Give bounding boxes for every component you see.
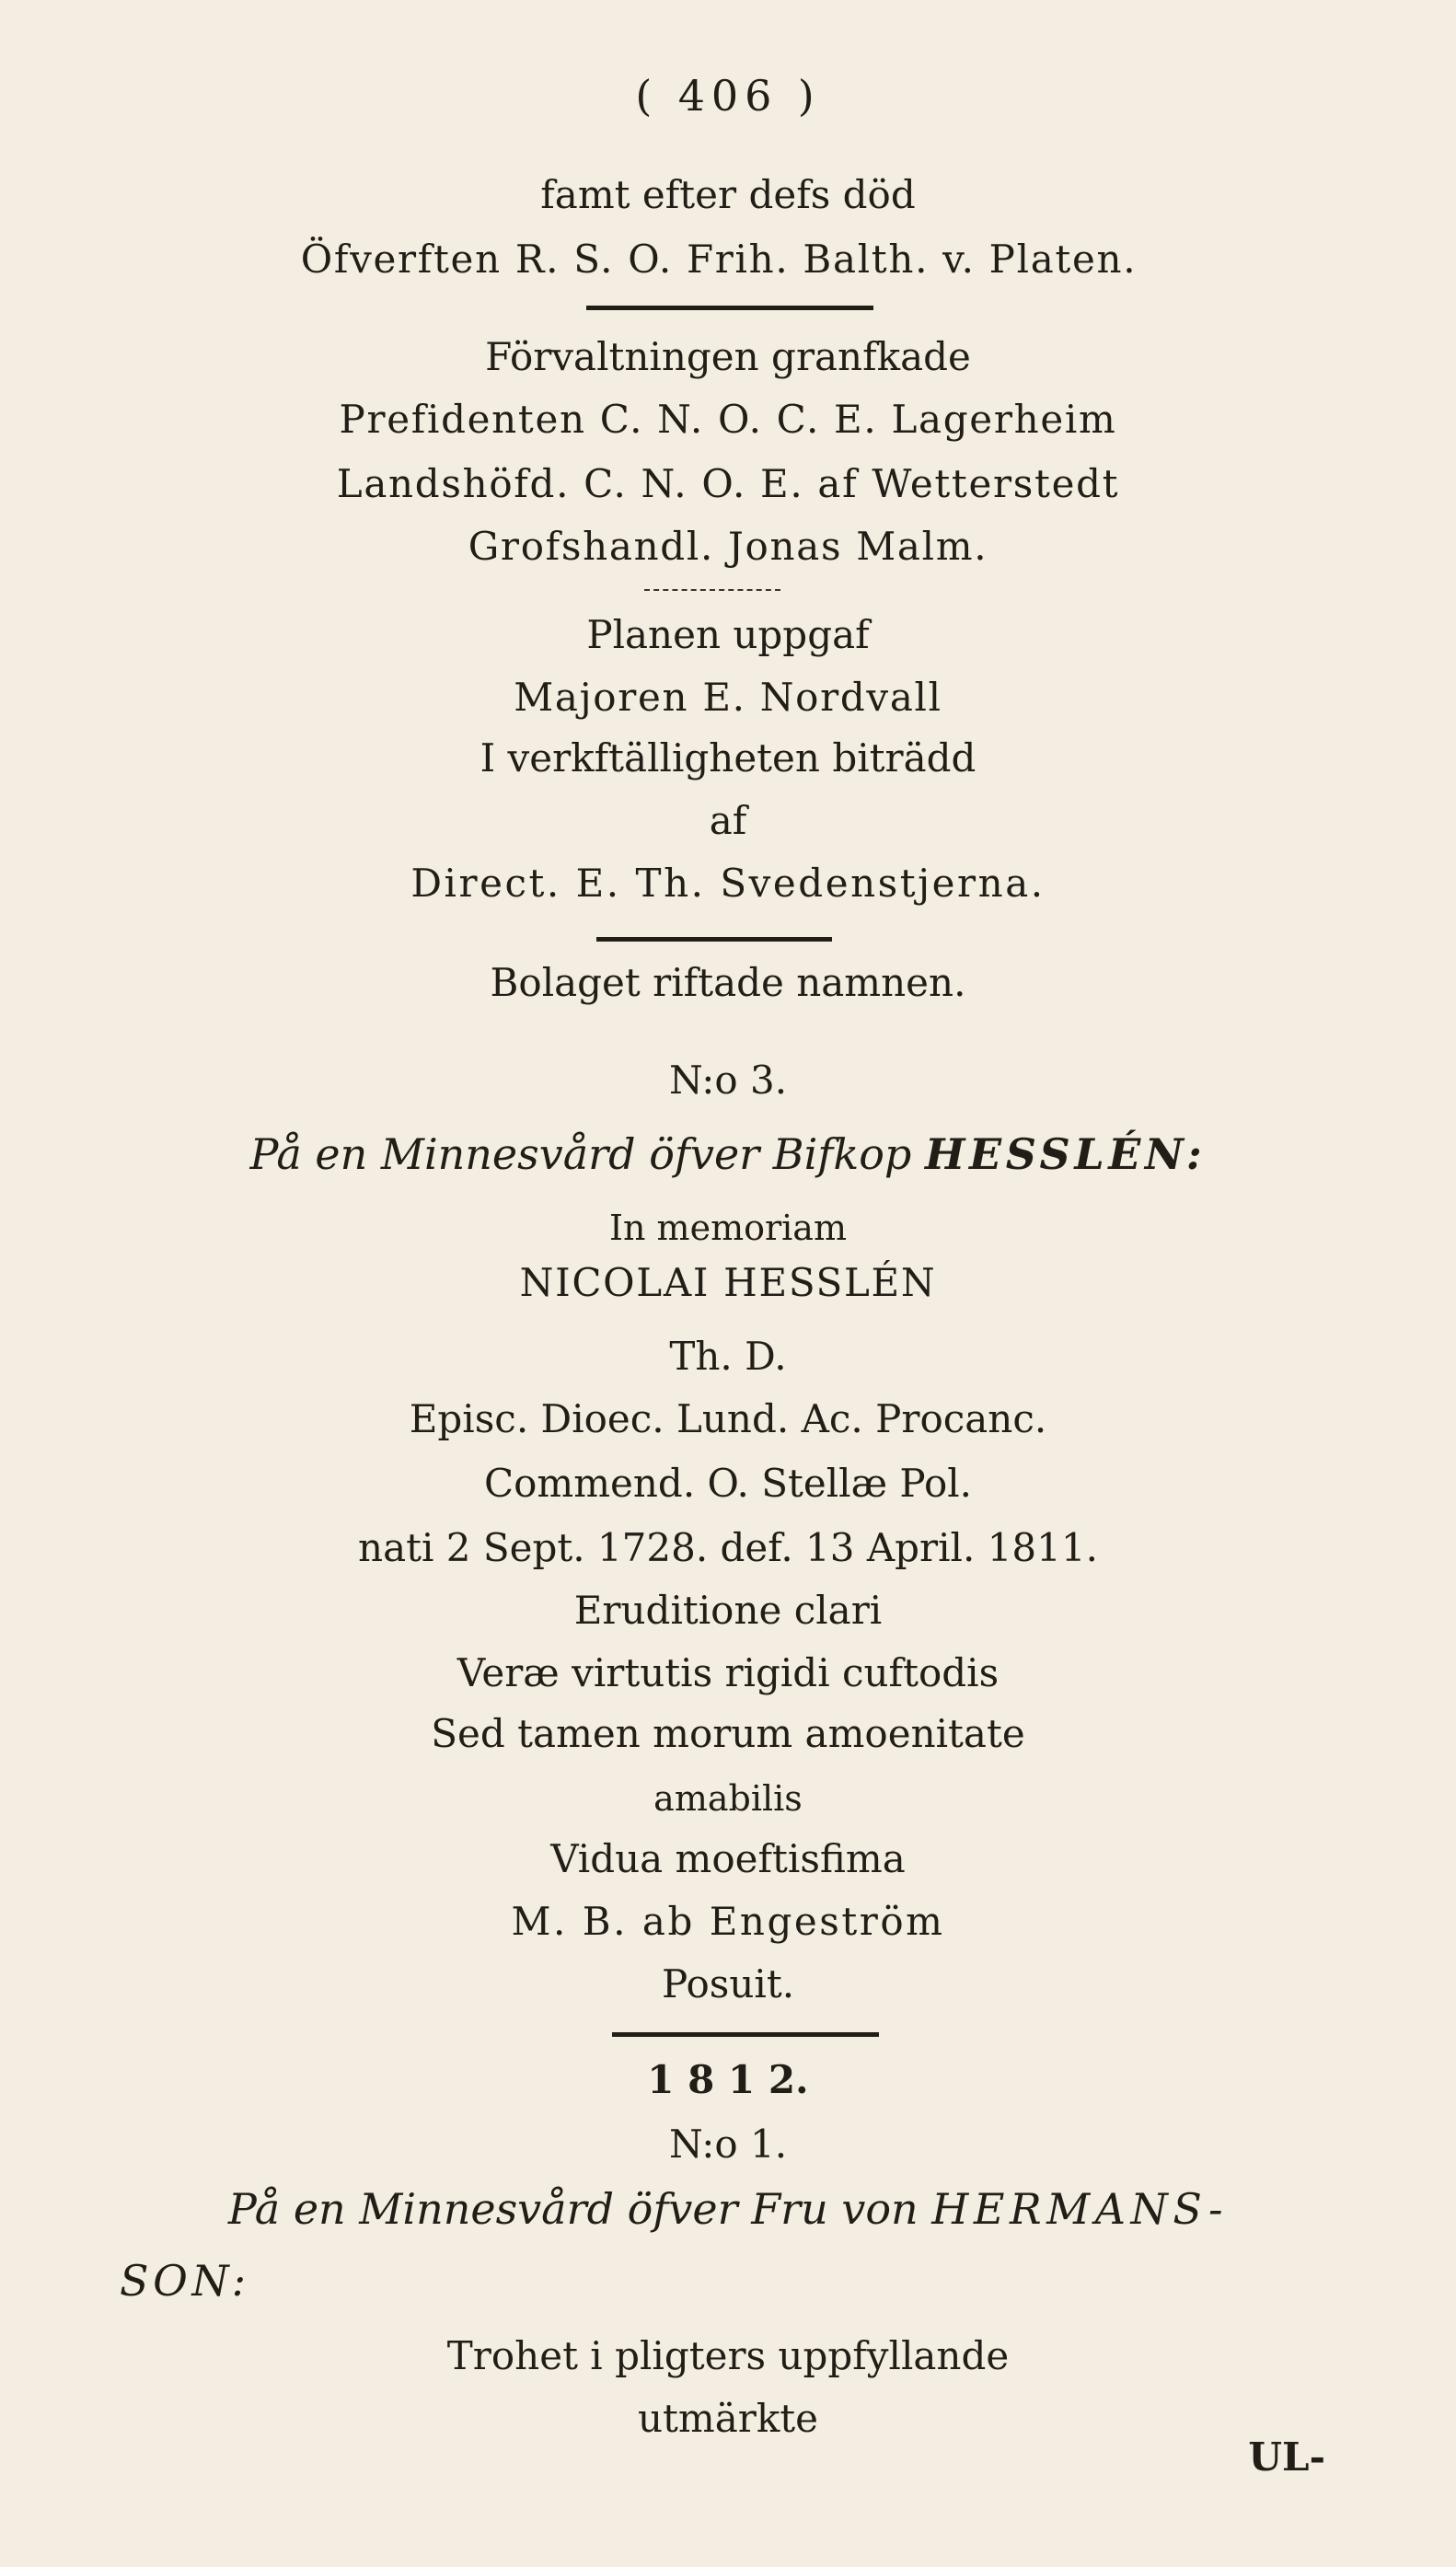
year-label: 1 8 1 2. xyxy=(647,2057,809,2102)
inscription-line: Posuit. xyxy=(661,1961,795,2006)
heading-prefix: På en Minnesvård öfver Bifkop xyxy=(249,1129,912,1179)
text-line: utmärkte xyxy=(637,2396,819,2441)
inscription-line: Sed tamen morum amoenitate xyxy=(431,1711,1025,1756)
heading-continuation: SON: xyxy=(120,2256,250,2306)
text-line: Grofshandl. Jonas Malm. xyxy=(468,524,988,569)
divider-rule xyxy=(586,306,873,310)
heading-prefix: På en Minnesvård öfver Fru von xyxy=(227,2184,919,2234)
text-line: Majoren E. Nordvall xyxy=(514,675,942,720)
text-line: Bolaget riftade namnen. xyxy=(490,960,966,1005)
text-line: Öfverften R. S. O. Frih. Balth. v. Platen. xyxy=(300,237,1138,282)
heading-hesslen xyxy=(0,1127,1456,1182)
text-line: Trohet i pligters uppfyllande xyxy=(446,2333,1010,2378)
inscription-line: NICOLAI HESSLÉN xyxy=(519,1260,937,1305)
inscription-line: Episc. Dioec. Lund. Ac. Procanc. xyxy=(409,1396,1047,1441)
text-line: famt efter defs död xyxy=(540,172,916,217)
divider-rule xyxy=(596,937,832,942)
inscription-line: Veræ virtutis rigidi cuftodis xyxy=(456,1650,1000,1695)
inscription-line: Eruditione clari xyxy=(573,1588,883,1633)
inscription-line: Vidua moeftisfima xyxy=(550,1836,906,1881)
number-label: N:o 3. xyxy=(668,1058,788,1103)
inscription-line: nati 2 Sept. 1728. def. 13 April. 1811. xyxy=(358,1525,1098,1570)
text-line: Landshöfd. C. N. O. E. af Wetterstedt xyxy=(336,461,1120,506)
section-heading: Planen uppgaf xyxy=(586,612,870,657)
section-heading: Förvaltningen granfkade xyxy=(485,334,971,379)
text-line: af xyxy=(709,798,747,843)
inscription-line: In memoriam xyxy=(608,1208,847,1248)
text-line: Prefidenten C. N. O. C. E. Lagerheim xyxy=(339,397,1117,442)
divider-dashed xyxy=(644,589,780,591)
number-label: N:o 1. xyxy=(668,2122,788,2167)
text-line: Direct. E. Th. Svedenstjerna. xyxy=(410,861,1046,906)
divider-rule xyxy=(612,2032,879,2037)
page-number: ( 406 ) xyxy=(635,71,821,121)
heading-hermansson xyxy=(0,2181,1456,2237)
text-line: I verkftälligheten biträdd xyxy=(480,735,976,781)
inscription-line: Commend. O. Stellæ Pol. xyxy=(483,1461,973,1506)
heading-name: HESSLÉN: xyxy=(924,1129,1207,1179)
heading-name: HERMANS- xyxy=(931,2184,1229,2234)
inscription-line: amabilis xyxy=(653,1778,803,1819)
catchword: UL- xyxy=(1248,2434,1325,2480)
inscription-line: Th. D. xyxy=(669,1334,787,1379)
inscription-line: M. B. ab Engeström xyxy=(511,1899,945,1944)
